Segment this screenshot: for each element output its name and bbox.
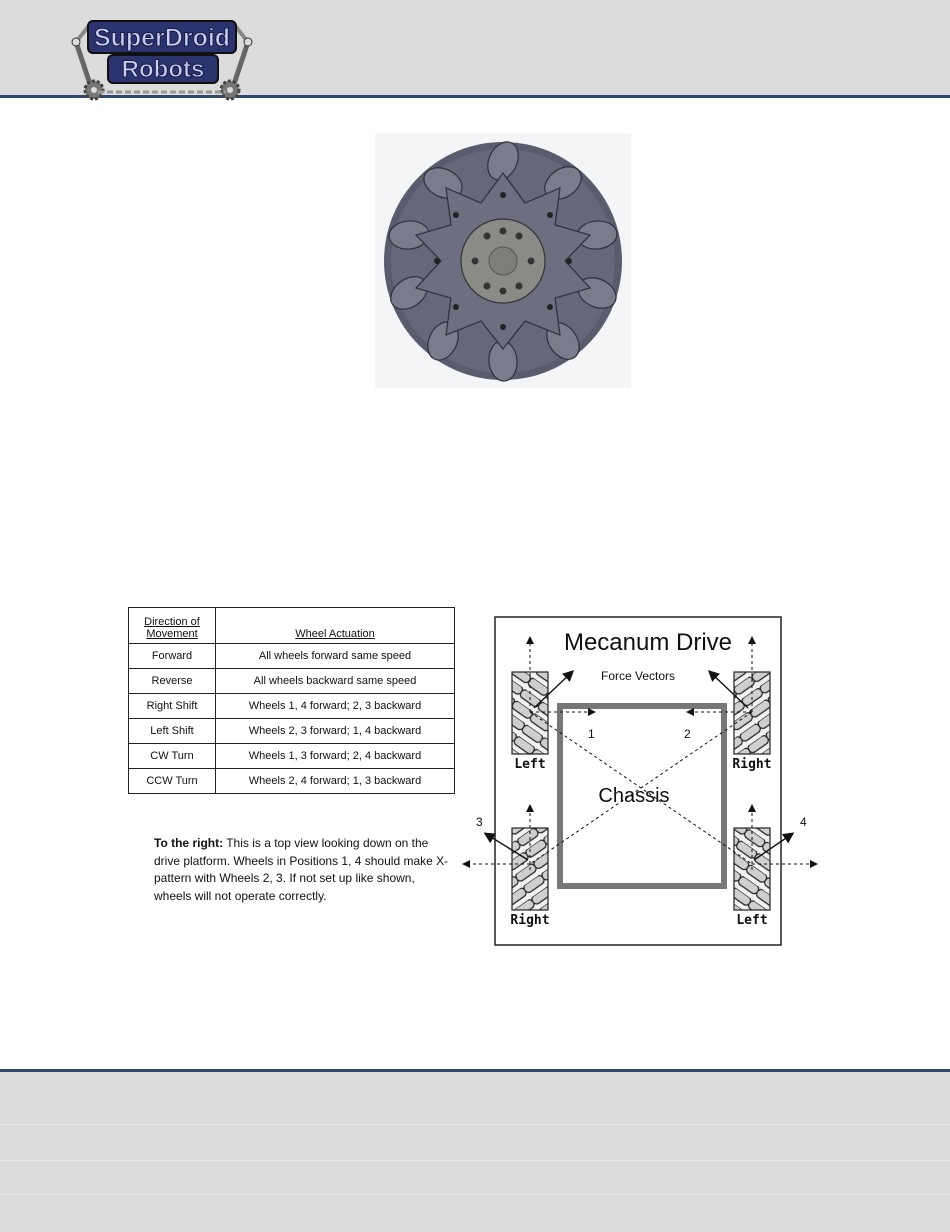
cell-actuation: Wheels 2, 4 forward; 1, 3 backward <box>216 769 455 794</box>
chassis-label: Chassis <box>598 785 670 807</box>
note-lead: To the right: <box>154 836 224 850</box>
header-actuation: Wheel Actuation <box>216 608 455 644</box>
wheel-label-top-left: Left <box>514 757 546 772</box>
table-header-row <box>129 608 455 644</box>
table-row <box>129 644 455 669</box>
wheel-number-1: 1 <box>588 727 595 741</box>
svg-text:Robots: Robots <box>121 56 205 83</box>
movement-table <box>128 607 455 794</box>
table-row <box>129 669 455 694</box>
wheel-label-bottom-right: Left <box>736 913 768 928</box>
cell-actuation: Wheels 1, 3 forward; 2, 4 backward <box>216 744 455 769</box>
force-vectors-label: Force Vectors <box>600 669 676 683</box>
page-footer <box>0 1069 950 1232</box>
cell-actuation: Wheels 1, 4 forward; 2, 3 backward <box>216 694 455 719</box>
note-text: This is a top view looking down on the drive platform. Wheels in Positions 1, 4 should make X- pattern with Wheels 2, 3. If not set up like shown, wheels will not operate correctly. <box>154 836 449 903</box>
mecanum-drive-diagram <box>476 616 807 946</box>
table-row <box>129 769 455 794</box>
cell-actuation: All wheels forward same speed <box>216 644 455 669</box>
cell-direction: Forward <box>129 644 216 669</box>
superdroid-robots-logo <box>62 12 262 102</box>
cell-actuation: All wheels backward same speed <box>216 669 455 694</box>
table-row <box>129 719 455 744</box>
cell-direction: Left Shift <box>129 719 216 744</box>
cell-direction: CW Turn <box>129 744 216 769</box>
wheel-orientation-note <box>154 835 454 905</box>
cell-direction: CCW Turn <box>129 769 216 794</box>
wheel-label-bottom-left: Right <box>510 913 550 928</box>
diagram-title: Mecanum Drive <box>563 629 733 656</box>
header-direction: Direction of Movement <box>129 608 216 644</box>
cell-actuation: Wheels 2, 3 forward; 1, 4 backward <box>216 719 455 744</box>
table-row <box>129 744 455 769</box>
cell-direction: Right Shift <box>129 694 216 719</box>
wheel-number-4: 4 <box>800 815 807 829</box>
page-header <box>0 0 950 98</box>
cell-direction: Reverse <box>129 669 216 694</box>
wheel-number-3: 3 <box>476 815 483 829</box>
table-row <box>129 694 455 719</box>
wheel-label-top-right: Right <box>732 757 772 772</box>
svg-text:SuperDroid: SuperDroid <box>93 24 231 52</box>
wheel-number-2: 2 <box>684 727 691 741</box>
mecanum-wheel-image <box>375 133 631 388</box>
